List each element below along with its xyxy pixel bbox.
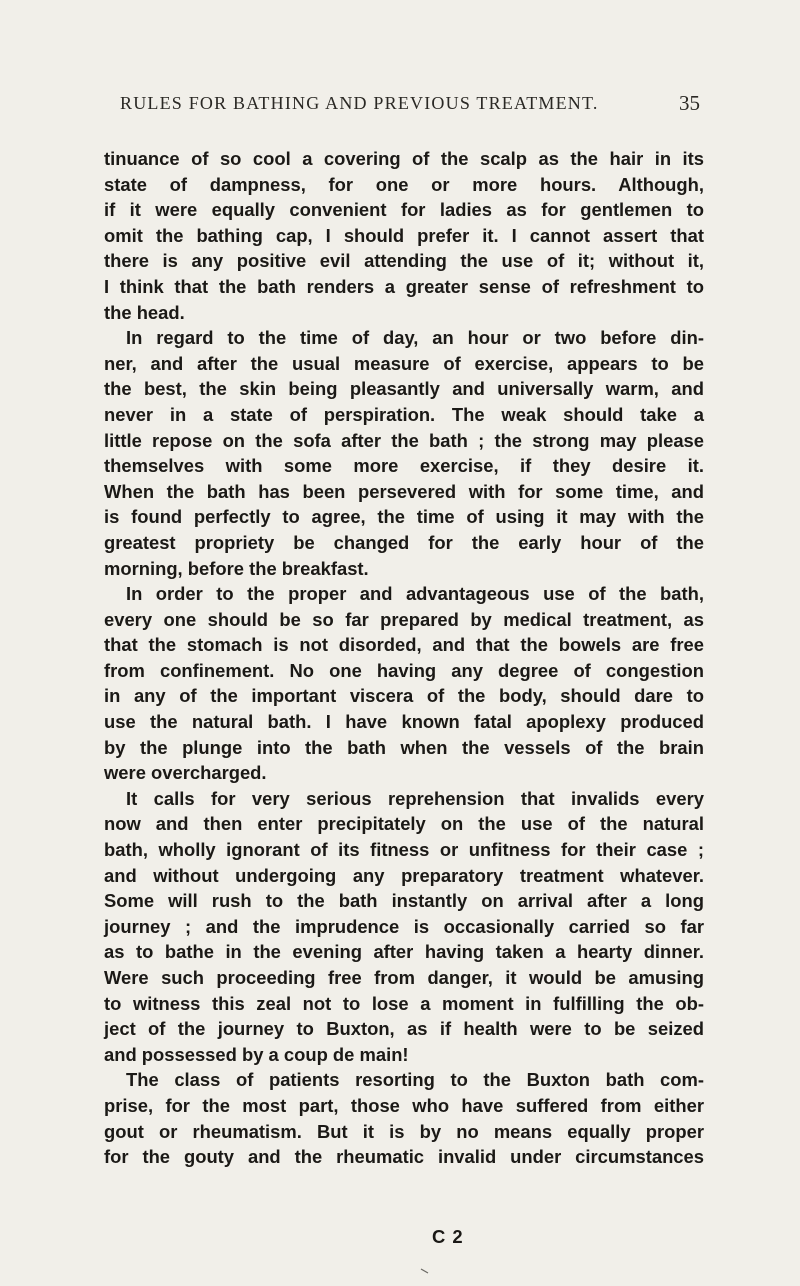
text-line: In regard to the time of day, an hour or two before din-	[126, 327, 704, 349]
text-line: The class of patients resorting to the Buxton bath com-	[126, 1069, 704, 1091]
text-line: for the gouty and the rheumatic invalid under circumstances	[104, 1146, 704, 1168]
text-line: little repose on the sofa after the bath ; the strong may please	[104, 429, 704, 451]
text-line: and without undergoing any preparatory treatment whatever.	[104, 864, 704, 886]
page-number: 35	[679, 91, 700, 115]
text-line: bath, wholly ignorant of its fitness or unfitness for their case ;	[104, 839, 704, 861]
text-line: were overcharged.	[104, 762, 267, 784]
text-line: greatest propriety be changed for the early hour of the	[104, 531, 704, 553]
text-line: as to bathe in the evening after having taken a hearty dinner.	[104, 941, 704, 963]
ink-speck	[420, 1268, 430, 1274]
text-line: from confinement. No one having any degree of congestion	[104, 659, 704, 681]
text-line: the head.	[104, 301, 185, 323]
text-line: in any of the important viscera of the body, should dare to	[104, 685, 704, 707]
text-line: tinuance of so cool a covering of the scalp as the hair in its	[104, 148, 704, 169]
text-line: morning, before the breakfast.	[104, 557, 369, 579]
body-text	[104, 146, 704, 1170]
text-line: now and then enter precipitately on the use of the natural	[104, 813, 704, 835]
text-line: omit the bathing cap, I should prefer it. I cannot assert that	[104, 224, 704, 246]
text-line: themselves with some more exercise, if they desire it.	[104, 455, 704, 477]
text-line: Some will rush to the bath instantly on arrival after a long	[104, 890, 704, 912]
text-line: I think that the bath renders a greater sense of refreshment to	[104, 275, 704, 297]
text-line: the best, the skin being pleasantly and universally warm, and	[104, 378, 704, 400]
running-head	[120, 93, 700, 121]
running-head-title: RULES FOR BATHING AND PREVIOUS TREATMENT.	[120, 93, 599, 113]
text-line: is found perfectly to agree, the time of using it may with the	[104, 506, 704, 528]
text-line: In order to the proper and advantageous use of the bath,	[126, 583, 704, 605]
text-line: gout or rheumatism. But it is by no means equally proper	[104, 1120, 704, 1142]
text-line: use the natural bath. I have known fatal apoplexy produced	[104, 711, 704, 733]
text-line: there is any positive evil attending the use of it; without it,	[104, 250, 704, 272]
text-line: ject of the journey to Buxton, as if health were to be seized	[104, 1018, 704, 1040]
text-line: When the bath has been persevered with for some time, and	[104, 480, 704, 502]
text-line: ner, and after the usual measure of exercise, appears to be	[104, 352, 704, 374]
text-line: state of dampness, for one or more hours. Although,	[104, 173, 704, 195]
text-line: that the stomach is not disorded, and that the bowels are free	[104, 634, 704, 656]
text-line: by the plunge into the bath when the vessels of the brain	[104, 736, 704, 758]
text-line: every one should be so far prepared by medical treatment, as	[104, 608, 704, 630]
text-line: and possessed by a coup de main!	[104, 1043, 409, 1065]
text-line: Were such proceeding free from danger, it would be amusing	[104, 967, 704, 988]
text-line: journey ; and the imprudence is occasionally carried so far	[104, 915, 704, 937]
text-line: never in a state of perspiration. The weak should take a	[104, 403, 704, 425]
text-line: It calls for very serious reprehension that invalids every	[126, 787, 704, 809]
signature-mark: C 2	[432, 1226, 464, 1247]
text-line: prise, for the most part, those who have suffered from either	[104, 1094, 704, 1116]
text-line: to witness this zeal not to lose a moment in fulfilling the ob-	[104, 992, 704, 1014]
text-line: if it were equally convenient for ladies as for gentlemen to	[104, 199, 704, 221]
